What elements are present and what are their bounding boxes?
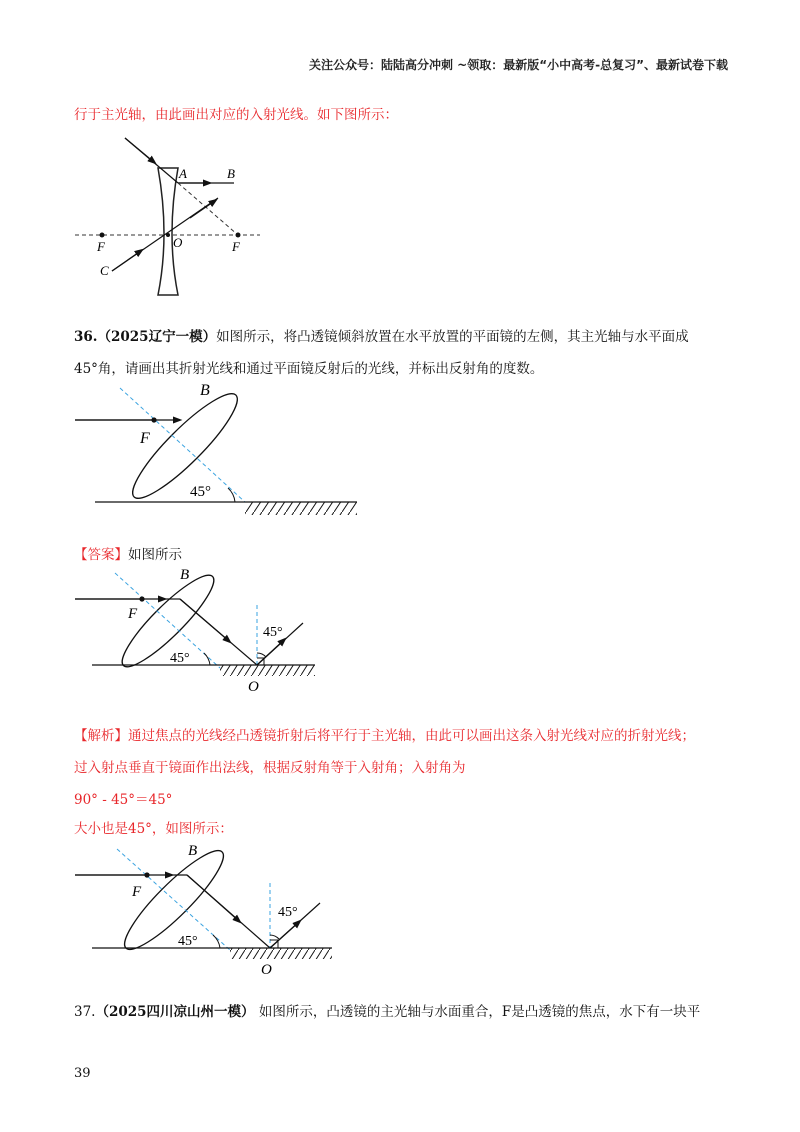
question-source: （2025辽宁一模） bbox=[97, 329, 217, 345]
ray-C-arrow bbox=[112, 250, 142, 271]
label-O: O bbox=[173, 235, 183, 250]
angle-arc bbox=[228, 488, 235, 502]
label-angle: 45° bbox=[190, 484, 211, 500]
incident-arrow bbox=[125, 138, 155, 163]
concave-lens bbox=[158, 168, 178, 295]
dashed-extension bbox=[178, 183, 238, 235]
focus-point bbox=[144, 872, 149, 877]
reflect-angle-arc bbox=[270, 935, 279, 939]
question-text: 如图所示，将凸透镜倾斜放置在水平放置的平面镜的左侧，其主光轴与水平面成 bbox=[216, 329, 689, 345]
page-header: 关注公众号：陆陆高分冲刺 ~领取：最新版“小中高考-总复习”、最新试卷下载 bbox=[309, 58, 728, 72]
label-angle-lens: 45° bbox=[170, 651, 190, 666]
label-B: B bbox=[200, 382, 210, 399]
focus-point bbox=[139, 596, 144, 601]
label-B: B bbox=[188, 843, 198, 859]
refracted-arrow bbox=[187, 875, 240, 922]
label-O: O bbox=[248, 679, 259, 695]
question-37-line1 bbox=[74, 1000, 700, 1020]
label-B: B bbox=[227, 166, 235, 181]
label-F: F bbox=[140, 430, 150, 447]
label-B: B bbox=[180, 567, 190, 583]
mirror-hatching bbox=[220, 665, 315, 676]
figure-question-36 bbox=[70, 380, 370, 525]
analysis-line2: 过入射点垂直于镜面作出法线，根据反射角等于入射角；入射角为 bbox=[74, 760, 466, 776]
figure-analysis bbox=[70, 840, 350, 980]
label-angle-reflect: 45° bbox=[263, 625, 283, 640]
label-F-left: F bbox=[97, 239, 105, 254]
focus-point bbox=[151, 417, 156, 422]
label-F: F bbox=[132, 884, 142, 900]
question-36-line1 bbox=[74, 325, 689, 345]
analysis-text: 通过焦点的光线经凸透镜折射后将平行于主光轴，由此可以画出这条入射光线对应的折射光线； bbox=[128, 728, 695, 744]
mirror-hatching bbox=[230, 948, 332, 959]
label-F: F bbox=[128, 606, 138, 622]
analysis-line1 bbox=[74, 724, 695, 744]
answer-line bbox=[74, 543, 182, 563]
question-number: 36. bbox=[74, 329, 98, 345]
analysis-line3: 90° - 45°＝45° bbox=[74, 792, 173, 808]
label-C: C bbox=[100, 263, 109, 278]
focus-left bbox=[100, 233, 105, 238]
figure-concave-lens bbox=[70, 128, 270, 300]
reflected-arrow bbox=[257, 639, 285, 665]
optical-center bbox=[166, 233, 170, 237]
question-text: 如图所示，凸透镜的主光轴与水面重合，F是凸透镜的焦点，水下有一块平 bbox=[254, 1004, 701, 1020]
label-angle-reflect: 45° bbox=[278, 905, 298, 920]
analysis-line4: 大小也是45°，如图所示： bbox=[74, 821, 233, 837]
lens-angle-arc bbox=[213, 935, 220, 948]
figure-answer bbox=[70, 565, 330, 695]
label-F-right: F bbox=[232, 239, 240, 254]
refracted-arrow bbox=[180, 599, 230, 642]
answer-text: 如图所示 bbox=[128, 547, 182, 563]
principal-axis bbox=[120, 388, 245, 502]
label-angle-lens: 45° bbox=[178, 934, 198, 949]
page-number: 39 bbox=[74, 1066, 91, 1081]
mirror-hatching bbox=[245, 502, 357, 515]
label-A: A bbox=[179, 166, 187, 181]
label-O: O bbox=[261, 962, 272, 978]
question-36-line2: 45°角，请画出其折射光线和通过平面镜反射后的光线，并标出反射角的度数。 bbox=[74, 361, 544, 377]
question-number: 37. bbox=[74, 1004, 96, 1020]
answer-label: 【答案】 bbox=[74, 547, 128, 563]
reflect-angle-arc bbox=[257, 653, 266, 657]
analysis-label: 【解析】 bbox=[74, 728, 128, 744]
answer-continuation: 行于主光轴，由此画出对应的入射光线。如下图所示： bbox=[74, 107, 398, 123]
question-source: （2025四川凉山州一模） bbox=[95, 1004, 255, 1020]
ray-C-arrow2 bbox=[190, 200, 216, 218]
focus-right bbox=[236, 233, 241, 238]
reflected-arrow bbox=[270, 921, 300, 948]
